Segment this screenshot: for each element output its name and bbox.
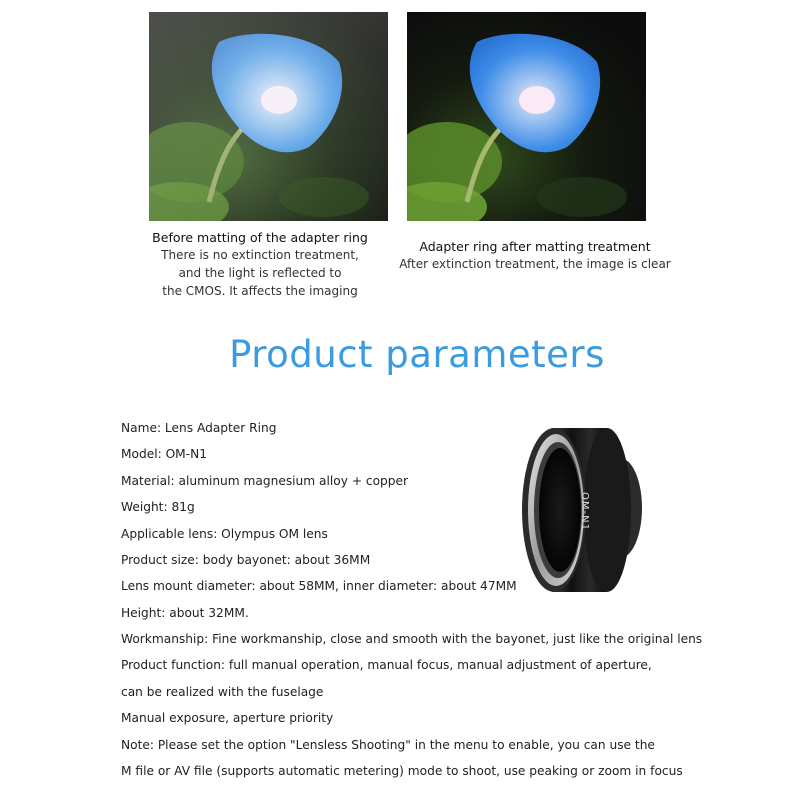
lens-adapter-ring-photo — [512, 420, 652, 600]
adapter-engraving-text: OM-N1 — [579, 492, 590, 531]
param-line: Model: OM-N1 — [121, 447, 207, 461]
param-line: Product size: body bayonet: about 36MM — [121, 553, 371, 567]
caption-before-line: the CMOS. It affects the imaging — [162, 284, 358, 298]
param-line: Workmanship: Fine workmanship, close and smooth with the bayonet, just like the original lens — [121, 632, 703, 646]
param-line: Manual exposure, aperture priority — [121, 711, 334, 725]
caption-after-line: After extinction treatment, the image is clear — [399, 257, 671, 271]
param-line: Applicable lens: Olympus OM lens — [121, 527, 328, 541]
caption-before-title: Before matting of the adapter ring — [152, 230, 368, 245]
caption-before-line: There is no extinction treatment, — [161, 248, 359, 262]
flower-photo-before-matting — [149, 12, 388, 221]
param-line: Name: Lens Adapter Ring — [121, 421, 277, 435]
flower-photo-after-matting — [407, 12, 646, 221]
param-line: Weight: 81g — [121, 500, 195, 514]
param-line: M file or AV file (supports automatic metering) mode to shoot, use peaking or zoom in focus — [121, 764, 683, 778]
caption-after-title: Adapter ring after matting treatment — [419, 239, 651, 254]
param-line: Height: about 32MM. — [121, 606, 249, 620]
section-heading: Product parameters — [229, 333, 605, 376]
caption-before-line: and the light is reflected to — [178, 266, 342, 280]
param-line: Lens mount diameter: about 58MM, inner diameter: about 47MM — [121, 579, 517, 593]
param-line: Product function: full manual operation, manual focus, manual adjustment of aperture, — [121, 658, 652, 672]
morning-glory-photo-icon — [407, 12, 646, 221]
lens-adapter-ring-icon — [512, 420, 652, 600]
param-line: can be realized with the fuselage — [121, 685, 324, 699]
param-line: Note: Please set the option "Lensless Shooting" in the menu to enable, you can use the — [121, 738, 655, 752]
morning-glory-photo-icon — [149, 12, 388, 221]
param-line: Material: aluminum magnesium alloy + copper — [121, 474, 409, 488]
